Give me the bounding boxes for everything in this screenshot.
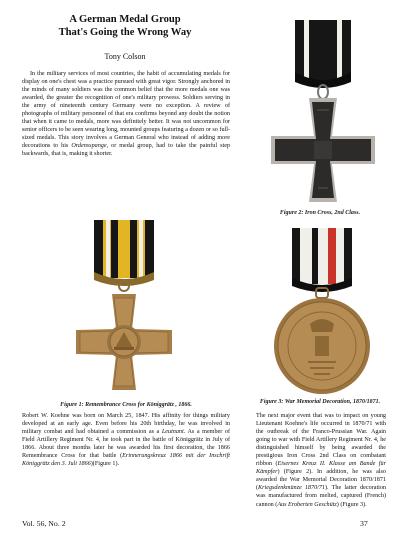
figure-1-caption: Figure 1: Remembrance Cross for Königgrätz , 1866. — [60, 402, 192, 408]
body-left-text-3: )(Figure 1). — [90, 461, 120, 468]
body-right-italic-1: Eisernes Kreuz II. Klasse am Bande für Kämpfer — [256, 461, 386, 476]
remembrance-cross-photo — [62, 220, 186, 398]
body-right-italic-2: Kriegsdenkmünze 1870/71 — [258, 485, 325, 492]
body-right-italic-3: Aus Eroberten Geschütz — [277, 501, 337, 508]
body-paragraph-right — [256, 412, 386, 509]
article-title-line1: A German Medal Group — [69, 14, 181, 25]
body-right-text-1: The next major event that was to impact on young Lieutenant Koehne's life occurred in 1870/71 with the outbreak of the Franco-Prussian War. Again going to war with Field Artillery Regiment Nr. 4, he distinguished himself by being awarded the prestigious Iron Cross 2nd Class on combatant ribbon ( — [256, 413, 386, 468]
body-right-text-2: ) (Figure 2). In addition, he was also awarded the War Memorial Decoration 1870/1871 ( — [256, 469, 386, 492]
article-title-line2: That's Going the Wrong Way — [58, 26, 192, 38]
iron-cross-photo — [262, 20, 384, 208]
body-paragraph-left — [22, 412, 230, 468]
intro-text: In the military services of most countries, the habit of accumulating medals for display on one's chest was a practice pursued with great vigor. Strongly anchored in the minds of many soldiers was the common belief that the more medals one was awarded, the greater the recognition of one's military prowess. Soldiers serving in the army of nineteenth century Germany were no exception. A review of photographs of military personnel of that era confirms beyond any doubt the notion that when it came to medals, more was definitely better. It was not uncommon for senior officers to be seen wearing long, mounted groups featuring a dozen or so full-sized medals. This story involves a German General who instead of adding more decorations to his — [22, 71, 230, 150]
volume-label: Vol. 56, No. 2 — [22, 519, 66, 528]
body-left-italic-2: Erinnerungskreuz 1866 mit der Inschrift Königgrätz den 3. Juli 1866 — [22, 453, 230, 468]
war-memorial-medal-photo — [258, 228, 386, 396]
page-number: 37 — [360, 519, 368, 528]
article-author: Tony Colson — [104, 52, 146, 61]
figure-3-caption: Figure 3: War Memorial Decoration, 1870/1871. — [259, 399, 381, 405]
body-left-italic-1: Leutnant. — [161, 429, 186, 436]
article-title — [18, 14, 232, 39]
intro-end-text: , or medal group, had to take the painful step backwards, that is, making it shorter. — [22, 143, 230, 158]
body-left-text-2: As a member of Field Artillery Regiment Nr. 4, he took part in the battle of Königgrätz in July of 1866. About three months later he was awarded his first decoration, the 1866 Remembrance Cross for that battle ( — [22, 429, 230, 460]
intro-paragraph — [22, 70, 230, 159]
body-right-text-3: ). The latter decoration was manufactured from melted, captured (French) cannon ( — [256, 485, 387, 508]
figure-2-caption: Figure 2: Iron Cross, 2nd Class. — [279, 210, 361, 216]
intro-italic: Ordensspange — [71, 143, 107, 150]
body-left-text-1: Robert W. Koehne was born on March 25, 1847. His affinity for things military developed at an early age. Even before his 20th birthday, he was involved in military combat and had obtained a commission as a — [22, 413, 230, 436]
body-right-text-4: ) (Figure 3). — [336, 501, 367, 508]
